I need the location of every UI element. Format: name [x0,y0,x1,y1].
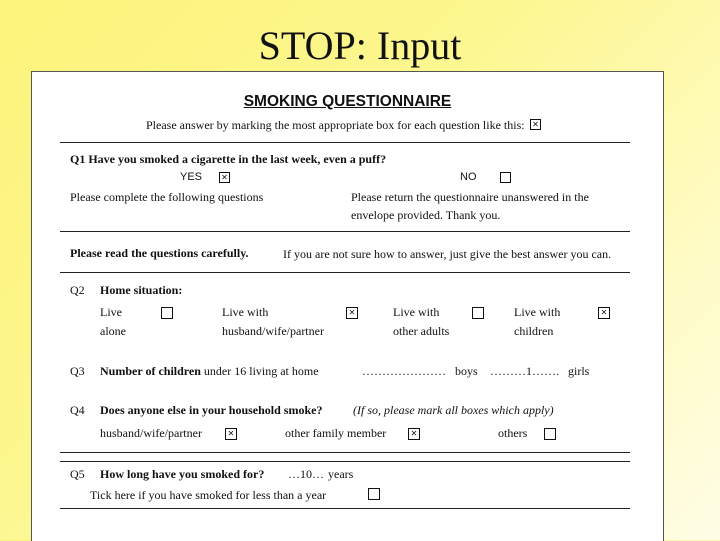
q2-adults-checkbox[interactable] [472,307,484,319]
questionnaire-document [31,71,664,541]
q4-family-checkbox[interactable] [408,428,420,440]
q2-option-partner-line2: husband/wife/partner [222,324,324,338]
q3-girls-answer[interactable]: ………1……. [490,364,559,378]
q5-question: How long have you smoked for? [100,467,265,481]
read-carefully-bold: Please read the questions carefully. [70,246,249,260]
q5-number: Q5 [70,467,85,481]
divider [60,452,630,453]
q2-partner-checkbox[interactable] [346,307,358,319]
q1-no-checkbox[interactable] [500,172,511,183]
slide-title: STOP: Input [258,23,462,68]
q1-no-label: NO [460,171,477,183]
q2-option-children-line1: Live with [514,305,561,319]
q2-option-adults-line2: other adults [393,324,450,338]
q3-girls-label: girls [568,364,590,378]
q2-alone-checkbox[interactable] [161,307,173,319]
divider [60,508,630,509]
q1-yes-label: YES [180,171,203,183]
q4-option-family: other family member [285,426,387,440]
q4-others-checkbox[interactable] [544,428,556,440]
q2-option-alone-line2: alone [100,324,126,338]
q2-option-partner-line1: Live with [222,305,269,319]
example-checked-box [530,119,541,130]
q2-option-alone-line1: Live [100,305,122,319]
q2-number: Q2 [70,283,85,297]
instruction-text: Please answer by marking the most appropriate box for each question like this: [146,118,525,132]
q5-unit: years [328,467,354,481]
q1-no-note-line2: envelope provided. Thank you. [351,208,501,222]
q2-children-checkbox[interactable] [598,307,610,319]
q3-number: Q3 [70,364,85,378]
questionnaire-title: SMOKING QUESTIONNAIRE [243,93,452,110]
q1-no-note-line1: Please return the questionnaire unanswered in the [351,190,589,204]
q1-question: Q1 Have you smoked a cigarette in the last week, even a puff? [70,152,387,166]
read-carefully-text: If you are not sure how to answer, just give the best answer you can. [283,247,612,261]
q5-tick-text: Tick here if you have smoked for less than a year [90,488,327,502]
q2-option-adults-line1: Live with [393,305,440,319]
q4-option-others: others [498,426,528,440]
q5-answer[interactable]: …10… [288,467,324,481]
divider [60,142,630,143]
q4-option-partner: husband/wife/partner [100,426,202,440]
q4-number: Q4 [70,403,85,417]
q4-partner-checkbox[interactable] [225,428,237,440]
q5-tick-checkbox[interactable] [368,488,380,500]
q4-question: Does anyone else in your household smoke? [100,403,323,417]
q1-yes-note: Please complete the following questions [70,190,264,204]
divider [60,231,630,232]
divider [60,272,630,273]
q3-question-rest: under 16 living at home [203,364,319,378]
q3-question-bold: Number of children [100,364,201,378]
q1-yes-checkbox[interactable] [219,172,230,183]
q3-boys-answer[interactable]: ………………… [362,364,446,378]
q4-note: (If so, please mark all boxes which apply) [353,403,554,417]
q2-option-children-line2: children [514,324,554,338]
q3-question [100,364,319,379]
q2-question: Home situation: [100,283,183,297]
divider [60,461,630,462]
q3-boys-label: boys [455,364,478,378]
